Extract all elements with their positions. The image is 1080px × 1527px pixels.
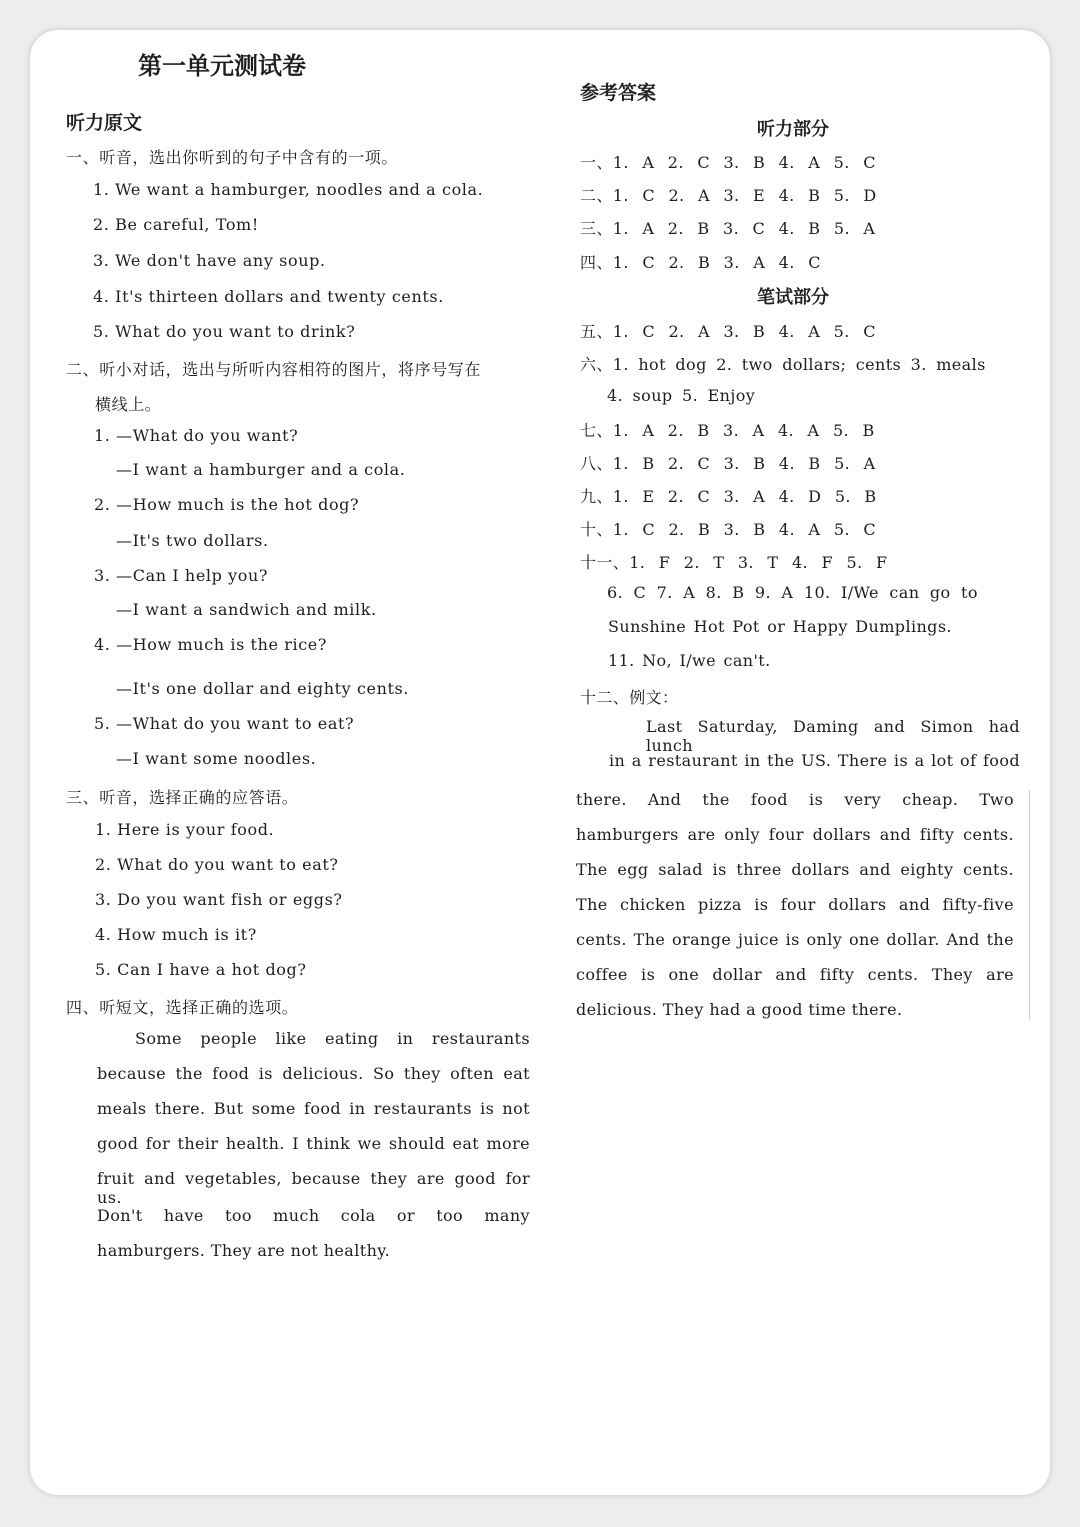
passage-line: hamburgers. They are not healthy. [97,1241,391,1260]
passage-line: fruit and vegetables, because they are good for us. [97,1169,530,1207]
dialogue-line: —I want a sandwich and milk. [116,600,377,619]
answer-row: 四、1. C 2. B 3. A 4. C [580,253,821,272]
answer-row: 6. C 7. A 8. B 9. A 10. I/We can go to [607,583,978,602]
answer-row: 三、1. A 2. B 3. C 4. B 5. A [580,219,876,238]
answer-row: 十、1. C 2. B 3. B 4. A 5. C [580,520,877,539]
section-3-label: 三、听音，选择正确的应答语。 [66,788,299,807]
dialogue-line: 4. —How much is the rice? [94,635,328,654]
list-item: 2. Be careful, Tom! [93,215,259,234]
passage-line: meals there. But some food in restaurants is not [97,1099,530,1118]
essay-line: delicious. They had a good time there. [576,1000,903,1019]
dialogue-line: —I want some noodles. [116,749,317,768]
essay-line: coffee is one dollar and fifty cents. They are [576,965,1014,984]
dialogue-line: 1. —What do you want? [94,426,299,445]
answer-row: 五、1. C 2. A 3. B 4. A 5. C [580,322,876,341]
section-2-label: 二、听小对话，选出与所听内容相符的图片，将序号写在 [66,360,482,379]
essay-line: hamburgers are only four dollars and fifty cents. [576,825,1014,844]
list-item: 5. Can I have a hot dog? [95,960,307,979]
essay-line: Last Saturday, Daming and Simon had lunch [646,717,1020,755]
answer-row: 六、1. hot dog 2. two dollars; cents 3. meals [580,355,986,374]
section-4-label: 四、听短文，选择正确的选项。 [66,998,299,1017]
passage-line: good for their health. I think we should eat more [97,1134,530,1153]
dialogue-line: 5. —What do you want to eat? [94,714,355,733]
list-item: 2. What do you want to eat? [95,855,339,874]
dialogue-line: —I want a hamburger and a cola. [116,460,406,479]
passage-line: because the food is delicious. So they often eat [97,1064,530,1083]
list-item: 4. How much is it? [95,925,257,944]
dialogue-line: —It's two dollars. [116,531,269,550]
passage-line: Some people like eating in restaurants [135,1029,530,1048]
answers-heading: 参考答案 [580,82,657,104]
listening-part-heading: 听力部分 [757,119,829,140]
page-title: 第一单元测试卷 [138,52,306,80]
list-item: 1. Here is your food. [95,820,275,839]
dialogue-line: —It's one dollar and eighty cents. [116,679,410,698]
scan-edge-line [1029,790,1030,1020]
list-item: 3. We don't have any soup. [93,251,326,270]
essay-line: there. And the food is very cheap. Two [576,790,1014,809]
dialogue-line: 3. —Can I help you? [94,566,269,585]
answer-row: 一、1. A 2. C 3. B 4. A 5. C [580,153,876,172]
listening-script-heading: 听力原文 [66,112,143,134]
section-1-label: 一、听音，选出你听到的句子中含有的一项。 [66,148,399,167]
essay-line: cents. The orange juice is only one dollar. And the [576,930,1014,949]
dialogue-line: 2. —How much is the hot dog? [94,495,360,514]
answer-row: 4. soup 5. Enjoy [607,386,756,405]
essay-line: in a restaurant in the US. There is a lot of food [609,751,1020,770]
list-item: 4. It's thirteen dollars and twenty cents. [93,287,444,306]
answer-row: Sunshine Hot Pot or Happy Dumplings. [608,617,952,636]
section-2-label-cont: 横线上。 [95,395,162,414]
answer-row: 七、1. A 2. B 3. A 4. A 5. B [580,421,875,440]
answer-row: 八、1. B 2. C 3. B 4. B 5. A [580,454,876,473]
answer-row: 二、1. C 2. A 3. E 4. B 5. D [580,186,877,205]
passage-line: Don't have too much cola or too many [97,1206,530,1225]
answer-row: 十一、1. F 2. T 3. T 4. F 5. F [580,553,888,572]
essay-line: The chicken pizza is four dollars and fifty-five [576,895,1014,914]
answer-row: 11. No, I/we can't. [608,651,771,670]
list-item: 1. We want a hamburger, noodles and a cola. [93,180,484,199]
essay-line: The egg salad is three dollars and eighty cents. [576,860,1014,879]
list-item: 5. What do you want to drink? [93,322,356,341]
answer-row: 九、1. E 2. C 3. A 4. D 5. B [580,487,877,506]
list-item: 3. Do you want fish or eggs? [95,890,343,909]
answer-row: 十二、例文： [580,688,679,707]
writing-part-heading: 笔试部分 [757,287,829,308]
